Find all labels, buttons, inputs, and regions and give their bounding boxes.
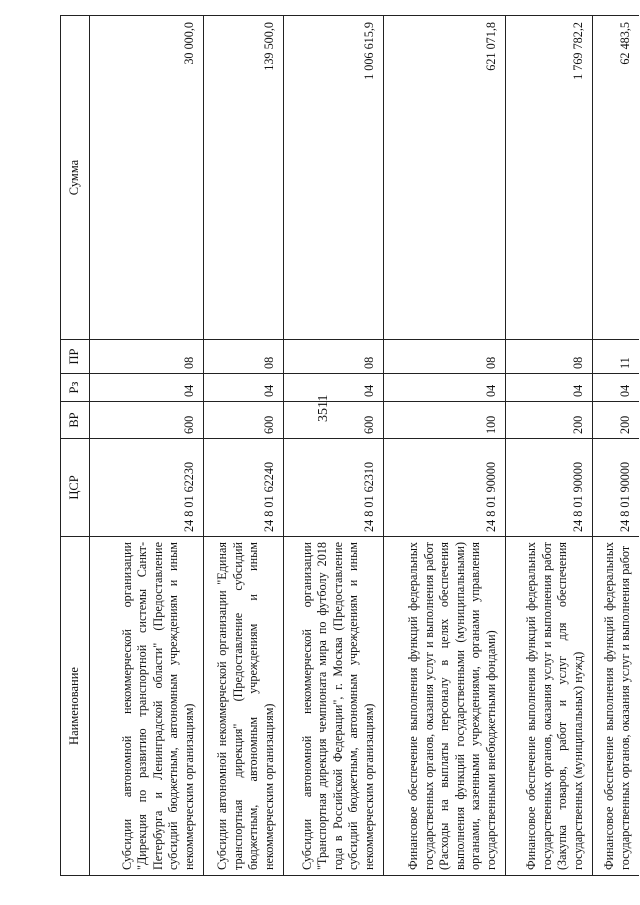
row-sum: 621 071,8	[384, 16, 506, 340]
table-row	[384, 16, 506, 876]
row-pr: 08	[90, 340, 204, 374]
table-row	[593, 16, 640, 876]
row-vr: 200	[506, 402, 593, 439]
table-header-row	[61, 16, 90, 876]
row-rz: 04	[204, 374, 284, 402]
row-csr: 24 8 01 90000	[384, 439, 506, 537]
header-pr: ПР	[61, 340, 90, 374]
row-pr: 08	[506, 340, 593, 374]
table-row	[204, 16, 284, 876]
row-pr: 11	[593, 340, 640, 374]
row-sum: 1 769 782,2	[506, 16, 593, 340]
row-rz: 04	[384, 374, 506, 402]
row-name: Финансовое обеспечение выполнения функций федеральных государственных органов, оказания услуг и выполнения работ	[593, 537, 640, 876]
row-csr: 24 8 01 90000	[506, 439, 593, 537]
header-sum: Сумма	[61, 16, 90, 340]
row-sum: 30 000,0	[90, 16, 204, 340]
budget-table	[60, 15, 639, 876]
row-sum: 139 500,0	[204, 16, 284, 340]
row-csr: 24 8 01 62310	[284, 439, 384, 537]
row-csr: 24 8 01 62230	[90, 439, 204, 537]
header-csr: ЦСР	[61, 439, 90, 537]
row-rz: 04	[506, 374, 593, 402]
row-vr: 600	[204, 402, 284, 439]
header-rz: Рз	[61, 374, 90, 402]
row-csr: 24 8 01 90000	[593, 439, 640, 537]
row-vr: 100	[384, 402, 506, 439]
row-pr: 08	[384, 340, 506, 374]
row-name: Финансовое обеспечение выполнения функций федеральных государственных органов, оказания услуг и выполнения работ (Закупка товаров, работ и услуг для обеспечения государственных (муниципальных) нужд)	[506, 537, 593, 876]
row-sum: 62 483,5	[593, 16, 640, 340]
page-number: 3511	[316, 394, 331, 422]
row-sum: 1 006 615,9	[284, 16, 384, 340]
row-name: Субсидии автономной некоммерческой организации "Дирекция по развитию транспортной системы Санкт-Петербурга и Ленинградской области" (Предоставление субсидий бюджетным, автономным учреждениям и иным некоммерческим организациям)	[90, 537, 204, 876]
row-vr: 200	[593, 402, 640, 439]
row-rz: 04	[90, 374, 204, 402]
row-rz: 04	[593, 374, 640, 402]
row-vr: 600	[90, 402, 204, 439]
row-pr: 08	[284, 340, 384, 374]
row-csr: 24 8 01 62240	[204, 439, 284, 537]
table-row	[506, 16, 593, 876]
header-name: Наименование	[61, 537, 90, 876]
row-name: Субсидии автономной некоммерческой организации "Транспортная дирекция чемпионата мира по футболу 2018 года в Российской Федерации", г. Москва (Предоставление субсидий бюджетным, автономным учреждениям и иным некоммерческим организациям)	[284, 537, 384, 876]
row-name: Субсидии автономной некоммерческой организации "Единая транспортная дирекция" (Предоставление субсидий бюджетным, автономным учреждениям и иным некоммерческим организациям)	[204, 537, 284, 876]
header-vr: ВР	[61, 402, 90, 439]
row-name: Финансовое обеспечение выполнения функций федеральных государственных органов, оказания услуг и выполнения работ (Расходы на выплаты персоналу в целях обеспечения выполнения функций государственными (муниципальными) органами, казенными учреждениями, органами управления государственными внебюджетными фондами)	[384, 537, 506, 876]
table-row	[90, 16, 204, 876]
row-rz: 04	[284, 374, 384, 402]
row-vr: 600	[284, 402, 384, 439]
rotated-table-container	[60, 16, 632, 876]
table-row	[284, 16, 384, 876]
row-pr: 08	[204, 340, 284, 374]
